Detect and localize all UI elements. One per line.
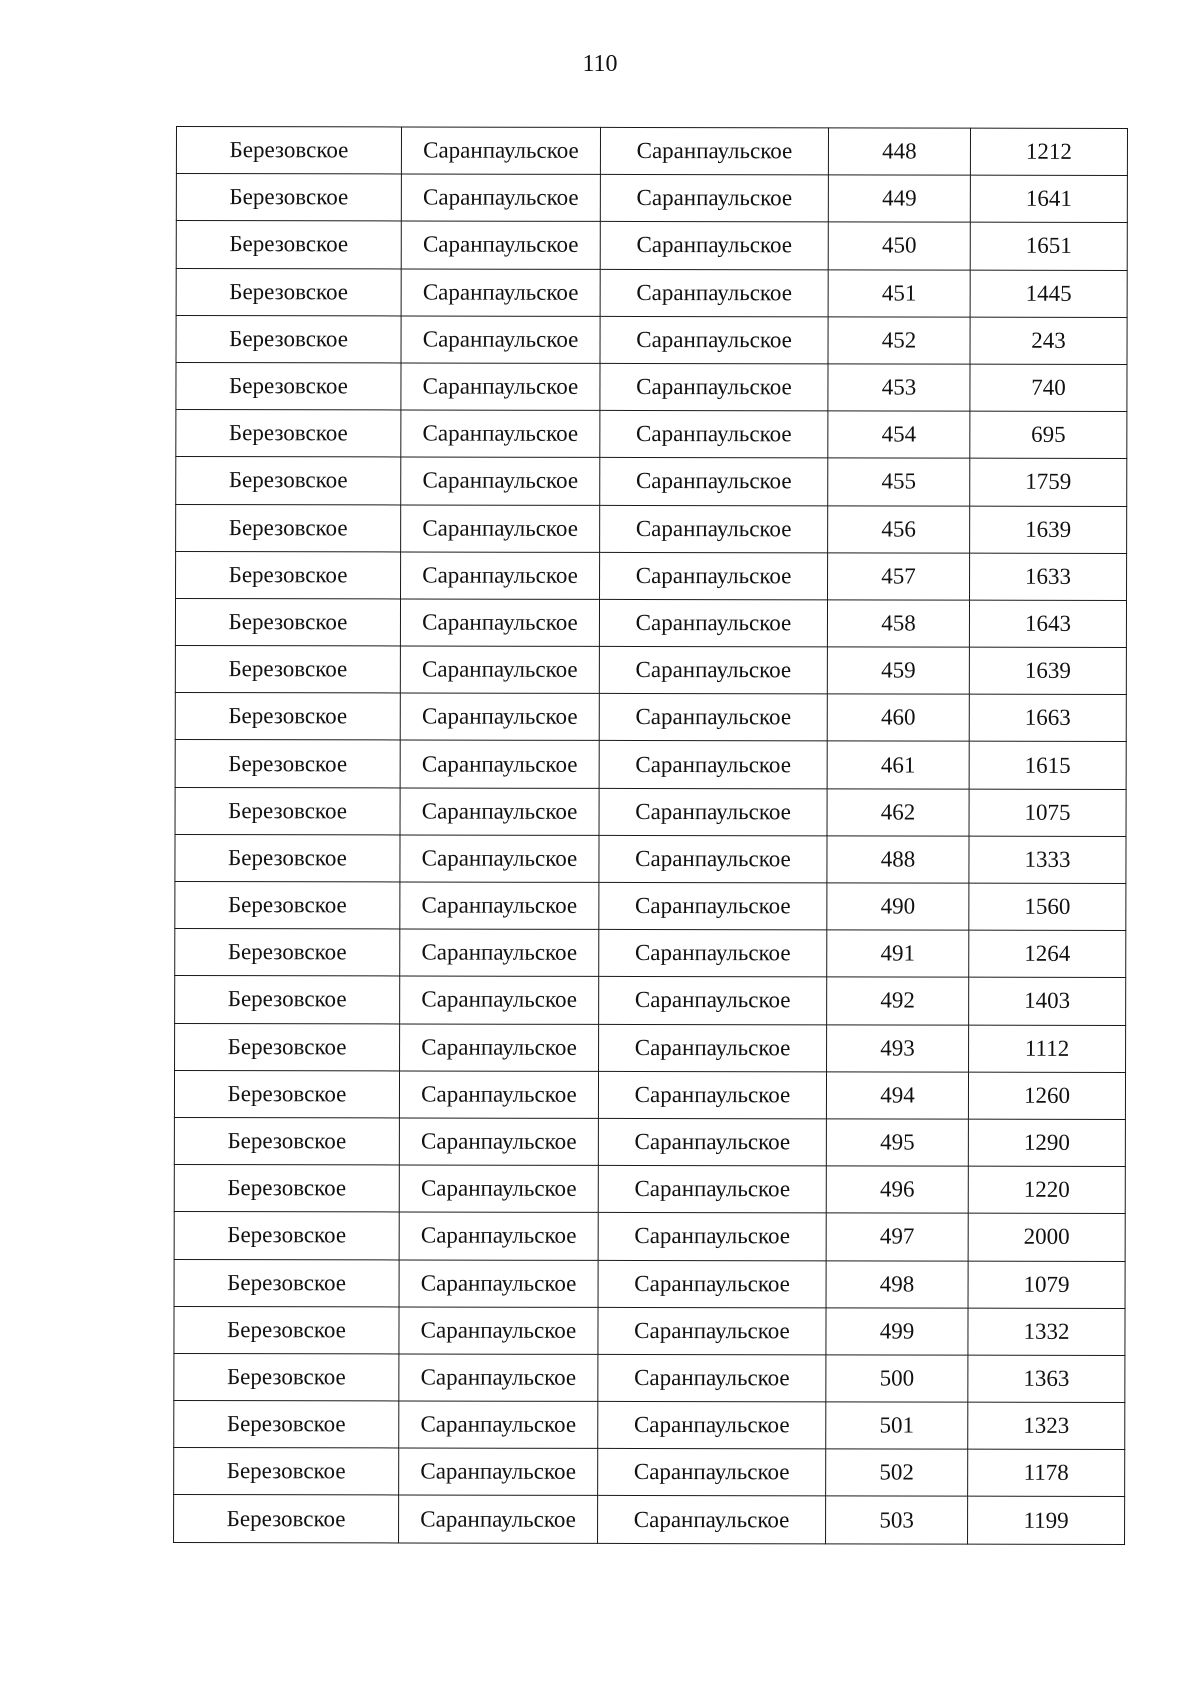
number-cell: 500 xyxy=(826,1355,968,1402)
value-cell: 1112 xyxy=(969,1025,1126,1073)
municipality-cell: Саранпаульское xyxy=(400,740,599,788)
settlement-cell: Саранпаульское xyxy=(599,977,827,1025)
settlement-cell: Саранпаульское xyxy=(598,1307,826,1355)
number-cell: 490 xyxy=(827,883,969,930)
settlement-cell: Саранпаульское xyxy=(600,552,828,600)
table-row xyxy=(176,174,1127,223)
table-row xyxy=(176,410,1127,459)
district-cell: Березовское xyxy=(175,598,400,646)
number-cell: 495 xyxy=(826,1119,968,1166)
district-cell: Березовское xyxy=(174,1212,399,1260)
table-body xyxy=(174,127,1128,1545)
value-cell: 1333 xyxy=(969,836,1126,884)
district-cell: Березовское xyxy=(175,787,400,835)
number-cell: 462 xyxy=(827,788,969,835)
value-cell: 1264 xyxy=(969,930,1126,978)
number-cell: 498 xyxy=(826,1260,968,1307)
value-cell: 2000 xyxy=(968,1213,1125,1261)
settlement-cell: Саранпаульское xyxy=(599,646,827,694)
number-cell: 497 xyxy=(826,1213,968,1260)
value-cell: 1643 xyxy=(969,600,1126,648)
number-cell: 452 xyxy=(828,317,970,364)
settlement-cell: Саранпаульское xyxy=(598,1118,826,1166)
district-cell: Березовское xyxy=(175,1023,400,1071)
municipality-cell: Саранпаульское xyxy=(401,552,600,600)
number-cell: 459 xyxy=(827,647,969,694)
data-table xyxy=(173,126,1128,1545)
table-row xyxy=(175,834,1126,883)
value-cell: 1323 xyxy=(968,1402,1125,1450)
number-cell: 449 xyxy=(828,175,970,222)
number-cell: 448 xyxy=(828,128,970,175)
district-cell: Березовское xyxy=(176,174,401,222)
district-cell: Березовское xyxy=(174,1117,399,1165)
number-cell: 493 xyxy=(827,1024,969,1071)
table-row xyxy=(175,740,1126,789)
table-row xyxy=(175,929,1126,978)
district-cell: Березовское xyxy=(176,315,401,363)
district-cell: Березовское xyxy=(174,1448,399,1496)
table-row xyxy=(176,504,1127,553)
page-number: 110 xyxy=(582,51,618,77)
value-cell: 1260 xyxy=(968,1072,1125,1120)
table-row xyxy=(175,646,1126,695)
municipality-cell: Саранпаульское xyxy=(401,127,600,175)
district-cell: Березовское xyxy=(175,834,400,882)
table-row xyxy=(174,1306,1125,1355)
settlement-cell: Саранпаульское xyxy=(599,741,827,789)
settlement-cell: Саранпаульское xyxy=(598,1213,826,1261)
municipality-cell: Саранпаульское xyxy=(400,788,599,836)
value-cell: 1403 xyxy=(969,978,1126,1026)
table-row xyxy=(174,1212,1125,1261)
table-row xyxy=(176,315,1127,364)
municipality-cell: Саранпаульское xyxy=(399,1165,598,1213)
number-cell: 503 xyxy=(826,1496,968,1543)
value-cell: 1290 xyxy=(968,1119,1125,1167)
value-cell: 695 xyxy=(970,411,1127,459)
municipality-cell: Саранпаульское xyxy=(401,363,600,411)
municipality-cell: Саранпаульское xyxy=(401,221,600,269)
table-row xyxy=(175,1023,1126,1072)
municipality-cell: Саранпаульское xyxy=(400,929,599,977)
settlement-cell: Саранпаульское xyxy=(600,316,828,364)
number-cell: 455 xyxy=(828,458,970,505)
settlement-cell: Саранпаульское xyxy=(599,599,827,647)
table-row xyxy=(174,1117,1125,1166)
number-cell: 451 xyxy=(828,269,970,316)
municipality-cell: Саранпаульское xyxy=(399,1401,598,1449)
value-cell: 1615 xyxy=(969,742,1126,790)
municipality-cell: Саранпаульское xyxy=(401,269,600,317)
table-row xyxy=(175,787,1126,836)
settlement-cell: Саранпаульское xyxy=(599,694,827,742)
table-row xyxy=(174,1495,1125,1544)
settlement-cell: Саранпаульское xyxy=(599,882,827,930)
municipality-cell: Саранпаульское xyxy=(399,1071,598,1119)
value-cell: 1663 xyxy=(969,694,1126,742)
municipality-cell: Саранпаульское xyxy=(401,457,600,505)
table-row xyxy=(174,1448,1125,1497)
table-row xyxy=(176,362,1127,411)
district-cell: Березовское xyxy=(176,551,401,599)
settlement-cell: Саранпаульское xyxy=(600,505,828,553)
municipality-cell: Саранпаульское xyxy=(400,693,599,741)
district-cell: Березовское xyxy=(176,268,401,316)
number-cell: 494 xyxy=(826,1072,968,1119)
district-cell: Березовское xyxy=(175,646,400,694)
municipality-cell: Саранпаульское xyxy=(400,646,599,694)
municipality-cell: Саранпаульское xyxy=(401,174,600,222)
table-row xyxy=(176,268,1127,317)
value-cell: 1075 xyxy=(969,789,1126,837)
district-cell: Березовское xyxy=(175,881,400,929)
number-cell: 454 xyxy=(828,411,970,458)
value-cell: 1178 xyxy=(968,1449,1125,1497)
number-cell: 453 xyxy=(828,364,970,411)
settlement-cell: Саранпаульское xyxy=(598,1071,826,1119)
settlement-cell: Саранпаульское xyxy=(600,411,828,459)
settlement-cell: Саранпаульское xyxy=(600,175,828,223)
district-cell: Березовское xyxy=(175,976,400,1024)
settlement-cell: Саранпаульское xyxy=(600,269,828,317)
number-cell: 450 xyxy=(828,222,970,269)
settlement-cell: Саранпаульское xyxy=(598,1401,826,1449)
table-row xyxy=(174,1259,1125,1308)
municipality-cell: Саранпаульское xyxy=(399,1118,598,1166)
table-row xyxy=(176,221,1127,270)
municipality-cell: Саранпаульское xyxy=(399,1495,598,1543)
table-row xyxy=(174,1353,1125,1402)
table-row xyxy=(175,598,1126,647)
number-cell: 461 xyxy=(827,741,969,788)
municipality-cell: Саранпаульское xyxy=(399,1212,598,1260)
district-cell: Березовское xyxy=(176,504,401,552)
settlement-cell: Саранпаульское xyxy=(598,1166,826,1214)
number-cell: 457 xyxy=(828,553,970,600)
value-cell: 1199 xyxy=(968,1497,1125,1545)
table-row xyxy=(174,1401,1125,1450)
district-cell: Березовское xyxy=(175,929,400,977)
settlement-cell: Саранпаульское xyxy=(599,835,827,883)
municipality-cell: Саранпаульское xyxy=(400,976,599,1024)
number-cell: 492 xyxy=(827,977,969,1024)
municipality-cell: Саранпаульское xyxy=(399,1307,598,1355)
number-cell: 502 xyxy=(826,1449,968,1496)
district-cell: Березовское xyxy=(174,1353,399,1401)
settlement-cell: Саранпаульское xyxy=(598,1260,826,1308)
municipality-cell: Саранпаульское xyxy=(400,1024,599,1072)
settlement-cell: Саранпаульское xyxy=(600,127,828,175)
settlement-cell: Саранпаульское xyxy=(598,1354,826,1402)
value-cell: 243 xyxy=(970,317,1127,365)
table-row xyxy=(176,127,1127,176)
number-cell: 496 xyxy=(826,1166,968,1213)
value-cell: 1220 xyxy=(968,1166,1125,1214)
value-cell: 1560 xyxy=(969,883,1126,931)
district-cell: Березовское xyxy=(175,693,400,741)
number-cell: 501 xyxy=(826,1402,968,1449)
number-cell: 458 xyxy=(827,600,969,647)
settlement-cell: Саранпаульское xyxy=(599,788,827,836)
municipality-cell: Саранпаульское xyxy=(400,599,599,647)
district-cell: Березовское xyxy=(176,221,401,269)
district-cell: Березовское xyxy=(174,1165,399,1213)
value-cell: 1445 xyxy=(970,270,1127,318)
district-cell: Березовское xyxy=(174,1070,399,1118)
table-row xyxy=(175,693,1126,742)
value-cell: 1332 xyxy=(968,1308,1125,1356)
district-cell: Березовское xyxy=(174,1259,399,1307)
number-cell: 488 xyxy=(827,836,969,883)
district-cell: Березовское xyxy=(174,1306,399,1354)
settlement-cell: Саранпаульское xyxy=(598,1449,826,1497)
municipality-cell: Саранпаульское xyxy=(401,410,600,458)
settlement-cell: Саранпаульское xyxy=(600,458,828,506)
district-cell: Березовское xyxy=(174,1495,399,1543)
municipality-cell: Саранпаульское xyxy=(401,316,600,364)
district-cell: Березовское xyxy=(175,740,400,788)
municipality-cell: Саранпаульское xyxy=(399,1354,598,1402)
value-cell: 1363 xyxy=(968,1355,1125,1403)
value-cell: 1633 xyxy=(970,553,1127,601)
municipality-cell: Саранпаульское xyxy=(399,1448,598,1496)
value-cell: 1651 xyxy=(970,223,1127,271)
number-cell: 460 xyxy=(827,694,969,741)
value-cell: 1639 xyxy=(969,647,1126,695)
table-row xyxy=(174,1070,1125,1119)
value-cell: 1079 xyxy=(968,1261,1125,1309)
municipality-cell: Саранпаульское xyxy=(399,1259,598,1307)
municipality-cell: Саранпаульское xyxy=(401,504,600,552)
table-row xyxy=(176,551,1127,600)
district-cell: Березовское xyxy=(176,362,401,410)
district-cell: Березовское xyxy=(176,127,401,175)
district-cell: Березовское xyxy=(174,1401,399,1449)
settlement-cell: Саранпаульское xyxy=(598,1496,826,1544)
settlement-cell: Саранпаульское xyxy=(600,363,828,411)
table-row xyxy=(174,1165,1125,1214)
value-cell: 740 xyxy=(970,364,1127,412)
table-row xyxy=(175,881,1126,930)
number-cell: 499 xyxy=(826,1308,968,1355)
municipality-cell: Саранпаульское xyxy=(400,882,599,930)
value-cell: 1641 xyxy=(970,175,1127,223)
number-cell: 491 xyxy=(827,930,969,977)
value-cell: 1212 xyxy=(970,128,1127,176)
table-row xyxy=(175,976,1126,1025)
district-cell: Березовское xyxy=(176,410,401,458)
settlement-cell: Саранпаульское xyxy=(599,1024,827,1072)
settlement-cell: Саранпаульское xyxy=(600,222,828,270)
district-cell: Березовское xyxy=(176,457,401,505)
value-cell: 1639 xyxy=(970,506,1127,554)
number-cell: 456 xyxy=(828,505,970,552)
settlement-cell: Саранпаульское xyxy=(599,930,827,978)
municipality-cell: Саранпаульское xyxy=(400,835,599,883)
table-row xyxy=(176,457,1127,506)
value-cell: 1759 xyxy=(970,458,1127,506)
